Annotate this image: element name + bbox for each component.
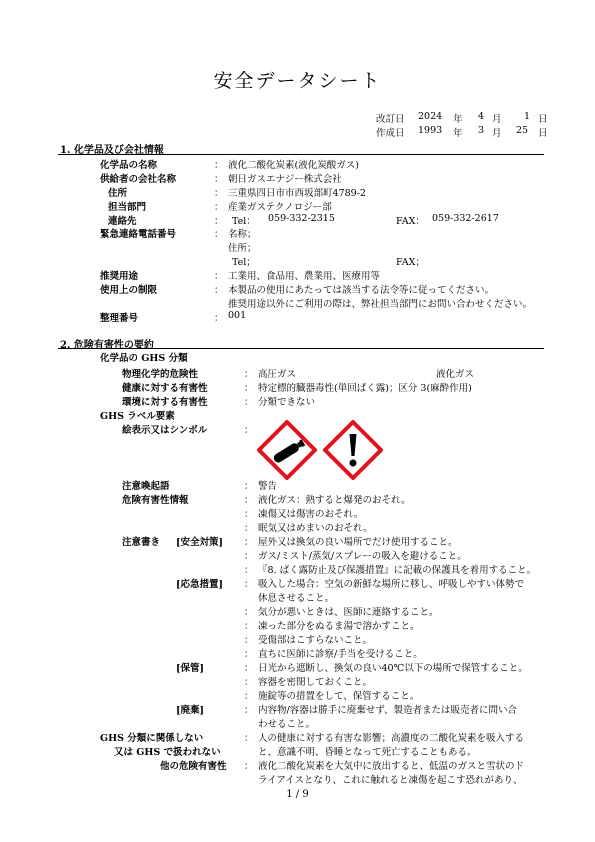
other-hazards-value-2: と、意識不明、昏睡となって死亡することもある。: [258, 747, 477, 758]
storage-statement: 容器を密閉しておくこと。: [258, 677, 373, 688]
hazard-statement: 液化ガス：熱すると爆発のおそれ。: [258, 495, 411, 506]
response-statement: 直ちに医師に診察/手当を受けること。: [258, 649, 423, 660]
created-year-unit: 年: [453, 128, 463, 139]
section-2-rule: [58, 348, 544, 349]
restriction-value-2: 推奨用途以外にご利用の際は、弊社担当部門にお問い合わせください。: [228, 299, 533, 310]
colon: ：: [244, 495, 254, 506]
colon: ：: [244, 481, 254, 492]
environmental-hazard-value: 分類できない: [258, 397, 316, 408]
hazard-statement: 凍傷又は傷害のおそれ。: [258, 509, 364, 520]
revised-day-unit: 日: [538, 114, 548, 125]
revised-day: 1: [524, 111, 531, 122]
response-label: [応急措置]: [176, 579, 223, 590]
section-1-heading: 1. 化学品及び会社情報: [60, 145, 164, 156]
colon: ：: [214, 188, 224, 199]
colon: ：: [244, 705, 254, 716]
reference-number-value: 001: [228, 310, 247, 321]
tel-label: Tel：: [232, 216, 256, 227]
colon: ：: [214, 174, 224, 185]
created-month: 3: [478, 125, 485, 136]
physical-hazard-value-2: 液化ガス: [436, 369, 475, 380]
other-hazard-label: 他の危険有害性: [160, 761, 227, 772]
created-label: 作成日: [376, 128, 405, 139]
reference-number-label: 整理番号: [100, 313, 139, 324]
emergency-phone-label: 緊急連絡電話番号: [100, 229, 177, 240]
response-statement: 凍った部分をぬるま湯で溶かすこと。: [258, 621, 420, 632]
recommended-use-value: 工業用、食品用、農業用、医療用等: [228, 271, 381, 282]
revised-label: 改訂日: [376, 114, 405, 125]
other-hazards-label-2: 又は GHS で扱われない: [114, 747, 221, 758]
created-day: 25: [516, 125, 529, 136]
colon: ：: [244, 369, 254, 380]
colon: ：: [214, 216, 224, 227]
section-1-rule: [58, 154, 544, 155]
physical-hazard-value: 高圧ガス: [258, 369, 297, 380]
colon: ：: [244, 691, 254, 702]
colon: ：: [244, 649, 254, 660]
document-title: 安全データシート: [213, 70, 382, 92]
prevention-statement: 屋外又は換気の良い場所でだけ使用すること。: [258, 537, 458, 548]
revised-year-unit: 年: [453, 114, 463, 125]
storage-statement: 施錠等の措置をして、保管すること。: [258, 691, 420, 702]
response-statement: 受傷部はこすらないこと。: [258, 635, 373, 646]
response-statement: 気分が悪いときは、医師に連絡すること。: [258, 607, 439, 618]
disposal-label: [廃棄]: [176, 705, 204, 716]
colon: ：: [244, 579, 254, 590]
created-month-unit: 月: [492, 128, 502, 139]
label-elements-heading: GHS ラベル要素: [100, 411, 175, 422]
signal-word-value: 警告: [258, 481, 278, 492]
department-label: 担当部門: [108, 202, 147, 213]
prevention-statement: ガス/ミスト/蒸気/スプレーの吸入を避けること。: [258, 551, 467, 562]
fax-label: FAX：: [396, 216, 425, 227]
gas-cylinder-icon: [257, 420, 317, 480]
colon: ：: [214, 160, 224, 171]
product-name-value: 液化二酸化炭素(液化炭酸ガス): [228, 160, 359, 171]
colon: ：: [214, 313, 224, 324]
recommended-use-label: 推奨用途: [100, 271, 139, 282]
hazard-statements-label: 危険有害性情報: [122, 495, 189, 506]
emergency-name: 名称；: [228, 229, 257, 240]
emergency-address: 住所；: [228, 243, 257, 254]
colon: ：: [244, 635, 254, 646]
address-label: 住所: [108, 188, 128, 199]
environmental-hazard-label: 環境に対する有害性: [122, 397, 208, 408]
storage-label: [保管]: [176, 663, 204, 674]
physical-hazard-label: 物理化学的危険性: [122, 369, 199, 380]
colon: ：: [244, 733, 254, 744]
emergency-fax: FAX；: [396, 257, 425, 268]
tel-value: 059-332-2315: [268, 213, 335, 224]
ghs-pictograms: [257, 420, 383, 480]
product-name-label: 化学品の名称: [100, 160, 158, 171]
revised-month: 4: [478, 111, 485, 122]
hazard-statement: 眠気又はめまいのおそれ。: [258, 523, 373, 534]
colon: ：: [244, 383, 254, 394]
colon: ：: [244, 621, 254, 632]
supplier-value: 朝日ガスエナジー株式会社: [228, 174, 342, 185]
created-year: 1993: [418, 125, 443, 136]
page-number: 1 / 9: [286, 789, 309, 800]
restriction-value-1: 本製品の使用にあたっては該当する法令等に従ってください。: [228, 285, 495, 296]
health-hazard-value: 特定標的臓器毒性(単回ばく露)；区分 3(麻酔作用): [258, 383, 472, 394]
colon: ：: [244, 425, 254, 436]
revised-month-unit: 月: [492, 114, 502, 125]
colon: ：: [244, 397, 254, 408]
section-2-heading: 2. 危険有害性の要約: [60, 340, 154, 351]
colon: ：: [244, 607, 254, 618]
colon: ：: [244, 523, 254, 534]
other-hazard-value-1: 液化二酸化炭素を大気中に放出すると、低温のガスと雪状のド: [258, 761, 525, 772]
supplier-label: 供給者の会社名称: [100, 174, 177, 185]
disposal-statement: わせること。: [258, 719, 316, 730]
other-hazards-label-1: GHS 分類に関係しない: [100, 733, 204, 744]
prevention-label: [安全対策]: [176, 537, 223, 548]
precautionary-label: 注意書き: [122, 537, 161, 548]
exclamation-mark-icon: [323, 420, 383, 480]
created-day-unit: 日: [538, 128, 548, 139]
other-hazard-value-2: ライアイスとなり、これに触れると凍傷を起こす恐れがあり、: [258, 775, 523, 786]
ghs-classification-label: 化学品の GHS 分類: [100, 353, 188, 364]
emergency-tel: Tel；: [232, 257, 256, 268]
colon: ：: [244, 677, 254, 688]
prevention-statement: 『8. ばく露防止及び保護措置』に記載の保護具を着用すること。: [258, 565, 537, 576]
disposal-statement: 内容物/容器は勝手に廃棄せず、製造者または販売者に問い合: [258, 705, 517, 716]
colon: ：: [244, 761, 254, 772]
department-value: 産業ガステクノロジー部: [228, 202, 332, 213]
colon: ：: [244, 537, 254, 548]
address-value: 三重県四日市市西坂部町4789-2: [228, 188, 366, 199]
colon: ：: [244, 565, 254, 576]
storage-statement: 日光から遮断し、換気の良い40℃以下の場所で保管すること。: [258, 663, 528, 674]
colon: ：: [214, 202, 224, 213]
fax-value: 059-332-2617: [432, 213, 499, 224]
response-statement: 吸入した場合：空気の新鮮な場所に移し、呼吸しやすい体勢で: [258, 579, 525, 590]
revised-year: 2024: [418, 111, 443, 122]
colon: ：: [244, 551, 254, 562]
pictogram-label: 絵表示又はシンボル: [122, 425, 208, 436]
colon: ：: [214, 271, 224, 282]
colon: ：: [244, 663, 254, 674]
colon: ：: [214, 285, 224, 296]
contact-label: 連絡先: [108, 216, 137, 227]
health-hazard-label: 健康に対する有害性: [122, 383, 208, 394]
colon: ：: [244, 509, 254, 520]
colon: ：: [214, 229, 224, 240]
restriction-label: 使用上の制限: [100, 285, 158, 296]
other-hazards-value-1: 人の健康に対する有害な影響；高濃度の二酸化炭素を吸入する: [258, 733, 525, 744]
response-statement: 休息させること。: [258, 593, 335, 604]
signal-word-label: 注意喚起語: [122, 481, 170, 492]
